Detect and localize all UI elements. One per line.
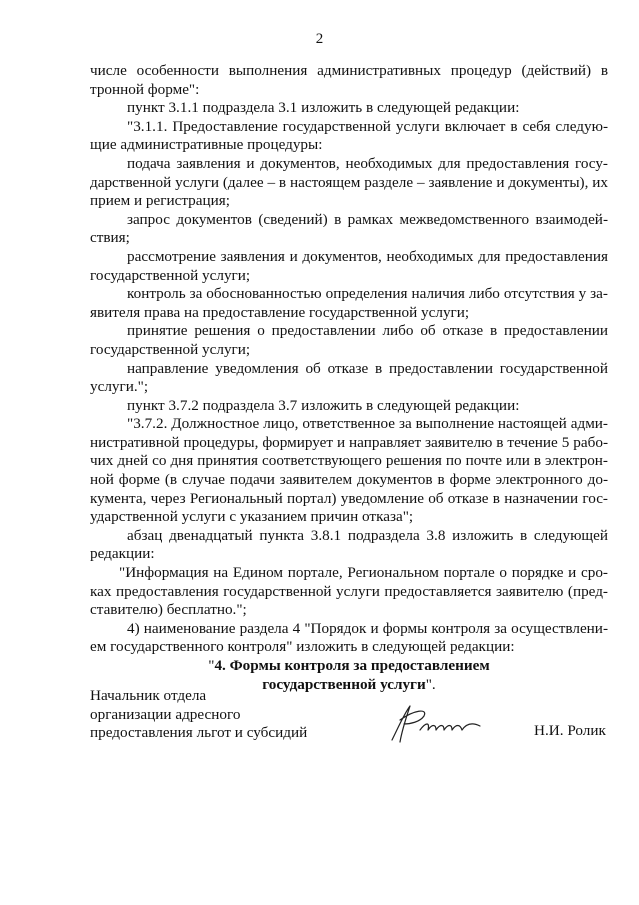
text-line: кумента, через Региональный портал) уведомление об отказе в назначении гос- [90,489,608,507]
text-line: "Информация на Едином портале, Региональном портале о порядке и сро- [119,564,608,582]
signatory-title-line-2: организации адресного [90,705,241,723]
text-line: дарственной услуги (далее – в настоящем разделе – заявление и документы), их [90,173,608,191]
signatory-title-line-1: Начальник отдела [90,687,207,704]
text-line: запрос документов (сведений) в рамках межведомственного взаимодей- [127,210,608,228]
text-line: редакции: [90,545,155,563]
text-line: нистративной процедуры, формирует и направляет заявителю в течение 5 рабо- [90,433,608,451]
text-line: "3.7.2. Должностное лицо, ответственное за выполнение настоящей адми- [127,415,608,433]
document-body [90,62,608,657]
text-line: ках предоставления государственной услуги предоставляется заявителю (пред- [90,582,608,600]
heading-quote-close: ". [425,675,436,693]
heading-text-1: 4. Формы контроля за предоставлением [214,657,490,675]
text-line: ударственной услуги с указанием причин отказа"; [90,508,414,526]
text-line: принятие решения о предоставлении либо об отказе в предоставлении [127,322,608,340]
heading-quote-open: " [208,657,215,675]
handwritten-signature [380,700,490,748]
text-line: прием и регистрация; [90,192,230,210]
text-line: ствия; [90,229,130,247]
text-line: ной форме (в случае подачи заявителем документов в форме электронного до- [90,471,608,489]
text-line: чих дней со дня принятия соответствующего решения по почте или в электрон- [90,452,608,470]
signatory-title-line-3: предоставления льгот и субсидий [90,724,308,742]
heading-line-1 [90,657,608,676]
text-line: числе особенности выполнения административных процедур (действий) в [90,62,608,79]
text-line: направление уведомления об отказе в предоставлении государственной [127,359,608,377]
text-line: подача заявления и документов, необходимых для предоставления госу- [127,154,608,172]
page-number: 2 [315,31,324,47]
text-line: "3.1.1. Предоставление государственной услуги включает в себя следую- [127,117,608,135]
text-line: услуги."; [90,378,149,396]
text-line: пункт 3.1.1 подраздела 3.1 изложить в следующей редакции: [127,99,520,117]
text-line: щие административные процедуры: [90,136,323,154]
text-line: 4) наименование раздела 4 "Порядок и формы контроля за осуществлени- [127,619,608,637]
text-line: явителя права на предоставление государственной услуги; [90,303,470,321]
text-line: ем государственного контроля" изложить в следующей редакции: [90,638,515,656]
text-line: контроль за обоснованностью определения наличия либо отсутствия у за- [127,285,608,303]
text-line: пункт 3.7.2 подраздела 3.7 изложить в следующей редакции: [127,396,520,414]
text-line: ставителю) бесплатно."; [90,601,247,619]
text-line: государственной услуги; [90,266,251,284]
signatory-name: Н.И. Ролик [534,722,606,739]
text-line: тронной форме": [90,80,200,98]
text-line: государственной услуги; [90,340,251,358]
text-line: абзац двенадцатый пункта 3.8.1 подраздела 3.8 изложить в следующей [127,526,608,544]
text-line: рассмотрение заявления и документов, необходимых для предоставления [127,247,608,265]
heading-text-2: государственной услуги [262,675,426,693]
